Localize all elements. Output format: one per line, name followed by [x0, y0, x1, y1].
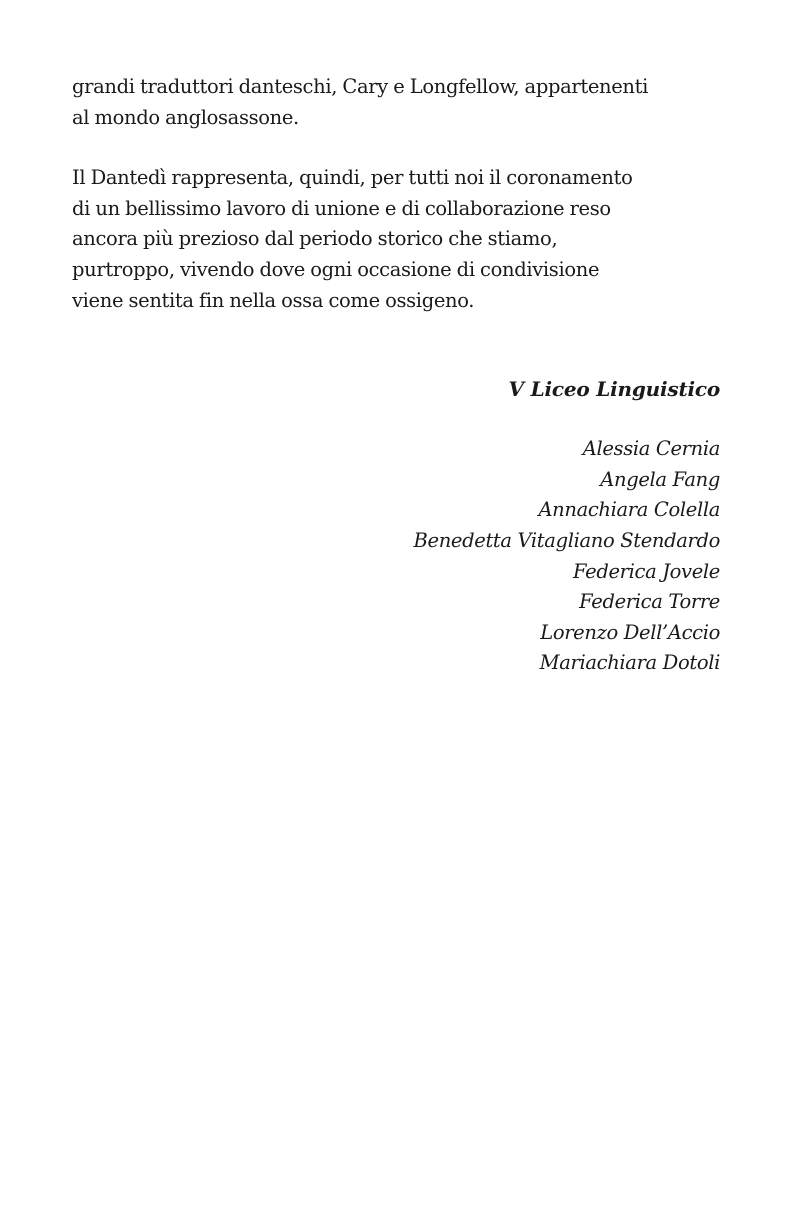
paragraph-line: ancora più prezioso dal periodo storico che stiamo, [72, 227, 558, 251]
signature-name: Mariachiara Dotoli [539, 651, 720, 675]
paragraph-line: grandi traduttori danteschi, Cary e Longfellow, appartenenti [72, 75, 649, 98]
paragraph-line: purtroppo, vivendo dove ogni occasione di condivisione [72, 257, 600, 281]
paragraph-line: al mondo anglosassone. [72, 105, 299, 129]
signature-name: Lorenzo Dell’Accio [540, 620, 720, 644]
signature-name: Angela Fang [600, 467, 720, 491]
signature-name: Alessia Cernia [582, 437, 720, 461]
paragraph-1 [72, 72, 720, 133]
signature-name: Federica Torre [579, 590, 720, 614]
paragraph-line: di un bellissimo lavoro di unione e di collaborazione reso [72, 196, 611, 220]
document-page [72, 72, 720, 679]
signature-name: Federica Jovele [573, 559, 720, 583]
paragraph-2 [72, 163, 720, 316]
signature-name: Benedetta Vitagliano Stendardo [413, 528, 720, 552]
signature-names-list [72, 434, 720, 679]
signature-class-name: V Liceo Linguistico [508, 377, 720, 402]
paragraph-line: Il Dantedì rappresenta, quindi, per tutti noi il coronamento [72, 166, 633, 190]
paragraph-line: viene sentita fin nella ossa come ossigeno. [72, 288, 475, 312]
signature-name: Annachiara Colella [538, 498, 720, 522]
